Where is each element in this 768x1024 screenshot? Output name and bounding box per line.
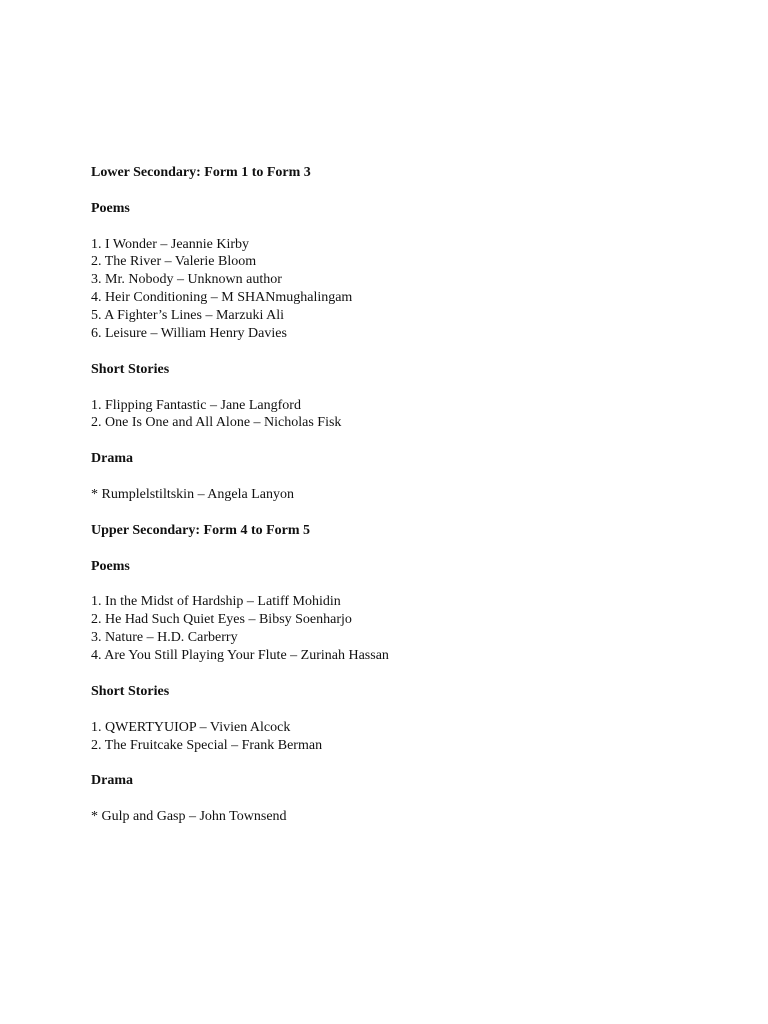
spacer: [91, 701, 711, 719]
spacer: [91, 504, 711, 522]
spacer: [91, 540, 711, 558]
spacer: [91, 665, 711, 683]
list-item: 2. The River – Valerie Bloom: [91, 254, 257, 270]
list-item: 1. QWERTYUIOP – Vivien Alcock: [91, 719, 291, 735]
list-item: 5. A Fighter’s Lines – Marzuki Ali: [91, 308, 285, 324]
list-item: 1. Flipping Fantastic – Jane Langford: [91, 397, 301, 413]
spacer: [91, 468, 711, 486]
list-item: 4. Are You Still Playing Your Flute – Zurinah Hassan: [91, 648, 389, 664]
list-item: 2. One Is One and All Alone – Nicholas Fisk: [91, 415, 342, 431]
list-item: * Rumplelstiltskin – Angela Lanyon: [91, 487, 294, 503]
list-item: 4. Heir Conditioning – M SHANmughalingam: [91, 290, 353, 306]
list-item: 2. The Fruitcake Special – Frank Berman: [91, 737, 323, 753]
list-item: 1. In the Midst of Hardship – Latiff Mohidin: [91, 594, 341, 610]
lower-poems-heading: Poems: [91, 200, 130, 216]
upper-poems-heading: Poems: [91, 558, 130, 574]
spacer: [91, 218, 711, 236]
spacer: [91, 790, 711, 808]
list-item: 3. Nature – H.D. Carberry: [91, 630, 238, 646]
lower-secondary-title: Lower Secondary: Form 1 to Form 3: [91, 165, 311, 180]
spacer: [91, 182, 711, 200]
spacer: [91, 575, 711, 593]
spacer: [91, 754, 711, 772]
list-item: 2. He Had Such Quiet Eyes – Bibsy Soenharjo: [91, 612, 352, 628]
list-item: 3. Mr. Nobody – Unknown author: [91, 272, 282, 288]
spacer: [91, 379, 711, 397]
spacer: [91, 343, 711, 361]
list-item: * Gulp and Gasp – John Townsend: [91, 809, 287, 825]
list-item: 1. I Wonder – Jeannie Kirby: [91, 236, 250, 252]
spacer: [91, 432, 711, 450]
document-page: [91, 164, 711, 826]
lower-stories-heading: Short Stories: [91, 361, 170, 377]
upper-stories-heading: Short Stories: [91, 683, 170, 699]
upper-secondary-title: Upper Secondary: Form 4 to Form 5: [91, 522, 311, 538]
upper-drama-heading: Drama: [91, 773, 133, 789]
lower-drama-heading: Drama: [91, 451, 133, 467]
list-item: 6. Leisure – William Henry Davies: [91, 326, 287, 342]
